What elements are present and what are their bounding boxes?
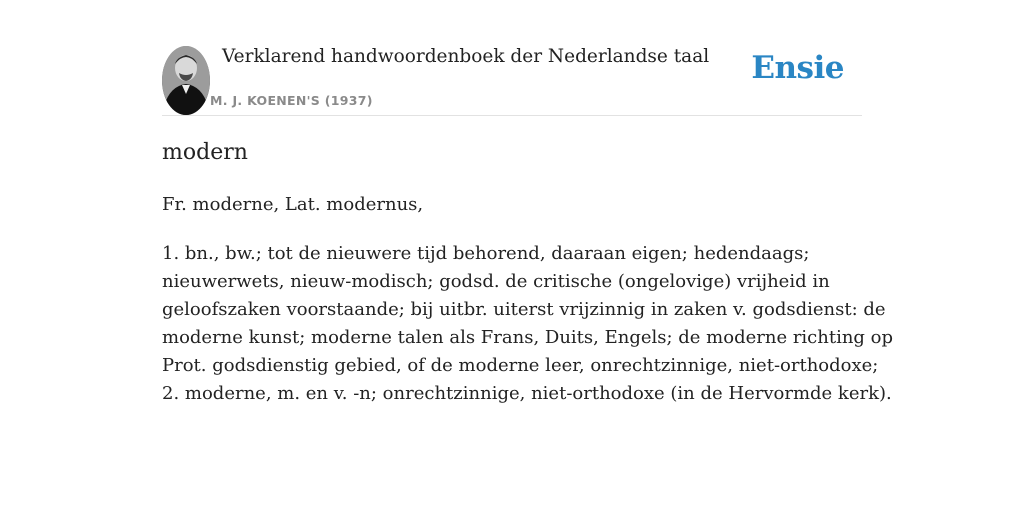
page — [162, 0, 894, 404]
book-title: Verklarend handwoordenboek der Nederlandse taal — [222, 46, 710, 67]
definition-line: 2. moderne, m. en v. -n; onrechtzinnige, niet-orthodoxe (in de Hervormde kerk). — [162, 383, 892, 404]
ensie-logo-link[interactable]: Ensie — [751, 50, 844, 86]
author-portrait-icon — [162, 46, 210, 115]
definition-line: moderne kunst; moderne talen als Frans, Duits, Engels; de moderne richting op — [162, 327, 894, 348]
definition-line: 1. bn., bw.; tot de nieuwere tijd behorend, daaraan eigen; hedendaags; — [162, 243, 810, 264]
portrait-graphic — [162, 46, 210, 115]
entry-headword: modern — [162, 140, 248, 165]
definition-line: nieuwerwets, nieuw-modisch; godsd. de critische (ongelovige) vrijheid in — [162, 271, 830, 292]
book-author: M. J. KOENEN'S (1937) — [210, 93, 373, 108]
definition-line: Prot. godsdienstig gebied, of de moderne leer, onrechtzinnige, niet-orthodoxe; — [162, 355, 879, 376]
entry-definition — [162, 240, 894, 408]
book-header — [162, 0, 862, 116]
entry-etymology: Fr. moderne, Lat. modernus, — [162, 194, 424, 215]
definition-line: geloofszaken voorstaande; bij uitbr. uiterst vrijzinnig in zaken v. godsdienst: de — [162, 299, 886, 320]
